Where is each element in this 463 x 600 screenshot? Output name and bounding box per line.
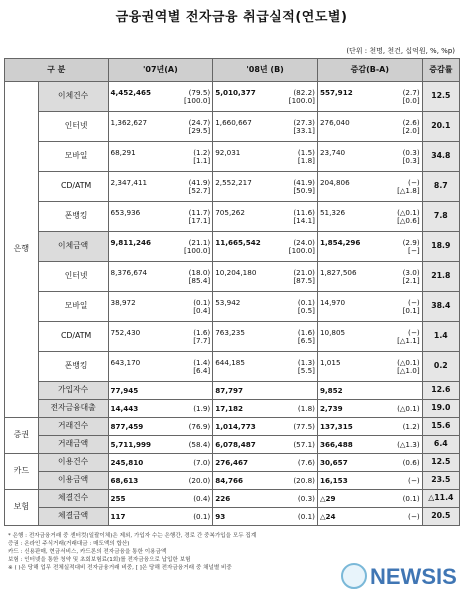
cell-share: (58.4) [188,439,211,449]
svg-text:NEWSIS: NEWSIS [370,564,457,589]
cell-value: 92,031 [215,147,241,157]
cell-2007 [108,436,213,454]
table-header-row [5,59,460,82]
cell-channel-share: [0.1] [402,305,420,315]
cell-2007 [108,322,213,352]
cell-2008 [213,202,318,232]
cell-value: 93 [215,511,226,521]
cell-value: 557,912 [319,87,353,97]
cell-channel-share: [17.1] [188,215,211,225]
cell-share: (79.5) [188,87,211,97]
cell-2008 [213,508,318,526]
cell-change [317,232,422,262]
cell-value: 10,805 [319,327,346,337]
cell-value: 30,657 [319,457,348,467]
cell-value: 38,972 [110,297,136,307]
cell-channel-share: [85.4] [188,275,211,285]
row-label: 모바일 [38,142,108,172]
cell-share: (1.5) [297,147,315,157]
row-label: 폰뱅킹 [38,352,108,382]
cell-2008 [213,112,318,142]
row-label: 모바일 [38,292,108,322]
cell-value: 10,204,180 [215,267,257,277]
table-row [5,202,460,232]
cell-2007 [108,292,213,322]
cell-share: (1.9) [193,403,211,413]
table-row [5,172,460,202]
cell-share: (0.3) [297,493,315,503]
cell-2008 [213,292,318,322]
row-label: 가입자수 [38,382,108,400]
page-title: 금융권역별 전자금융 취급실적(연도별) [115,10,348,25]
cell-share: (41.9) [293,177,315,187]
cell-channel-share: [87.5] [293,275,315,285]
cell-yoy: 20.1 [422,112,459,142]
table-row [5,262,460,292]
cell-share: (△0.1) [397,403,420,413]
cell-share: (27.3) [293,117,315,127]
cell-share: (0.6) [402,457,420,467]
cell-2008 [213,232,318,262]
cell-yoy: 7.8 [422,202,459,232]
cell-share: (1.2) [193,147,211,157]
cell-value: 68,613 [110,475,139,485]
cell-value: 8,376,674 [110,267,148,277]
newsis-logo [340,560,458,592]
cell-share: (1.6) [193,327,211,337]
cell-channel-share: [14.1] [293,215,315,225]
table-row [5,508,460,526]
cell-value: 17,182 [215,403,243,413]
cell-channel-share: [1.8] [297,155,315,165]
cell-channel-share: [6.5] [297,335,315,345]
cell-channel-share: [△0.6] [397,215,420,225]
cell-value: 255 [110,493,126,503]
cell-channel-share: [100.0] [184,245,211,255]
row-label: 이체건수 [38,82,108,112]
cell-channel-share: [1.1] [193,155,211,165]
cell-value: 23,740 [319,147,346,157]
cell-value: 2,347,411 [110,177,148,187]
cell-share: (−) [408,327,420,337]
cell-share: (24.0) [293,237,315,247]
cell-change [317,142,422,172]
cell-2008 [213,82,318,112]
cell-share: (21.1) [188,237,211,247]
cell-value: 644,185 [215,357,245,367]
cell-yoy: 8.7 [422,172,459,202]
cell-channel-share: [0.4] [193,305,211,315]
cell-yoy: 12.6 [422,382,459,400]
cell-share: (−) [408,511,420,521]
cell-share: (18.0) [188,267,211,277]
cell-value: 643,170 [110,357,141,367]
unit-caption: (단위 : 천명, 천건, 십억원, %, %p) [346,47,455,55]
cell-channel-share: [△1.1] [397,335,420,345]
cell-yoy: 21.8 [422,262,459,292]
cell-value: 1,362,627 [110,117,148,127]
cell-value: 11,665,542 [215,237,261,247]
cell-share: (0.1) [297,511,315,521]
cell-channel-share: [2.1] [402,275,420,285]
cell-share: (21.0) [293,267,315,277]
cell-share: (7.6) [297,457,315,467]
cell-value: 68,291 [110,147,136,157]
cell-change [317,400,422,418]
cell-2008 [213,436,318,454]
cell-value: 14,443 [110,403,139,413]
header-change: 증감(B-A) [317,59,422,82]
cell-value: △29 [319,493,336,503]
cell-change [317,82,422,112]
cell-value: 16,153 [319,475,348,485]
cell-yoy: △11.4 [422,490,459,508]
cell-2007 [108,352,213,382]
cell-channel-share: [5.5] [297,365,315,375]
row-label: 거래건수 [38,418,108,436]
cell-change [317,436,422,454]
table-row [5,82,460,112]
cell-value: △24 [319,511,336,521]
cell-value: 226 [215,493,231,503]
row-label: 이용건수 [38,454,108,472]
row-label: 이용금액 [38,472,108,490]
cell-channel-share: [50.9] [293,185,315,195]
cell-channel-share: [33.1] [293,125,315,135]
cell-value: 9,811,246 [110,237,151,247]
cell-share: (△1.3) [397,439,420,449]
cell-channel-share: [52.7] [188,185,211,195]
cell-channel-share: [0.0] [402,95,420,105]
cell-value: 5,711,999 [110,439,151,449]
cell-value: 366,488 [319,439,353,449]
cell-2007 [108,382,213,400]
row-label: 거래금액 [38,436,108,454]
cell-value: 87,797 [215,385,243,395]
cell-value: 752,430 [110,327,141,337]
cell-change [317,322,422,352]
cell-share: (2.9) [402,237,420,247]
cell-change [317,262,422,292]
row-label: 폰뱅킹 [38,202,108,232]
cell-2007 [108,490,213,508]
cell-value: 137,315 [319,421,353,431]
cell-yoy: 19.0 [422,400,459,418]
category-securities: 증권 [5,418,39,454]
cell-2007 [108,142,213,172]
header-yoy: 증감률 [422,59,459,82]
cell-2008 [213,142,318,172]
cell-value: 51,326 [319,207,346,217]
cell-2008 [213,418,318,436]
cell-value: 1,827,506 [319,267,357,277]
cell-2007 [108,472,213,490]
cell-change [317,472,422,490]
cell-share: (20.0) [188,475,211,485]
cell-share: (82.2) [293,87,315,97]
cell-2008 [213,262,318,292]
cell-2007 [108,202,213,232]
table-row [5,382,460,400]
cell-share: (77.5) [293,421,315,431]
row-label: 인터넷 [38,112,108,142]
row-label: 체결금액 [38,508,108,526]
row-label: 체결건수 [38,490,108,508]
cell-2008 [213,454,318,472]
cell-change [317,112,422,142]
cell-value: 1,660,667 [215,117,252,127]
cell-share: (△0.1) [397,207,420,217]
cell-2007 [108,112,213,142]
cell-value: 77,945 [110,385,139,395]
cell-value: 245,810 [110,457,144,467]
cell-channel-share: [△1.8] [397,185,420,195]
cell-share: (−) [408,475,420,485]
cell-share: (0.1) [297,297,315,307]
cell-yoy: 38.4 [422,292,459,322]
cell-share: (41.9) [188,177,211,187]
cell-channel-share: [100.0] [288,245,315,255]
footnote-line: * 은행 : 전자금융거래 중 센터컷(일괄이체)은 제외, 가입자 수는 은행간, 경로 간 중복가입을 모두 집계 [8,533,257,539]
row-label: CD/ATM [38,172,108,202]
cell-change [317,418,422,436]
cell-2008 [213,382,318,400]
cell-value: 276,040 [319,117,350,127]
cell-value: 53,942 [215,297,241,307]
cell-channel-share: [29.5] [188,125,211,135]
cell-value: 14,970 [319,297,346,307]
cell-2007 [108,400,213,418]
cell-2008 [213,400,318,418]
cell-value: 117 [110,511,126,521]
cell-2008 [213,352,318,382]
cell-2008 [213,472,318,490]
cell-share: (57.1) [293,439,315,449]
cell-change [317,172,422,202]
cell-value: 2,552,217 [215,177,252,187]
table-row [5,418,460,436]
cell-share: (1.4) [193,357,211,367]
footnote-line: 카드 : 신용판매, 현금서비스, 카드론의 전자금융을 통한 이용금액 [8,549,167,556]
cell-value: 4,452,465 [110,87,151,97]
cell-value: 1,014,773 [215,421,256,431]
cell-share: (24.7) [188,117,211,127]
table-row [5,232,460,262]
cell-yoy: 0.2 [422,352,459,382]
cell-share: (0.1) [193,511,211,521]
cell-value: 763,235 [215,327,245,337]
cell-share: (1.3) [297,357,315,367]
footnote-line: 증권 : 온라인 주식거래(거래대금 : 매도액의 합산) [8,541,130,548]
cell-2007 [108,172,213,202]
cell-share: (11.7) [188,207,211,217]
cell-yoy: 12.5 [422,454,459,472]
row-label: CD/ATM [38,322,108,352]
cell-change [317,352,422,382]
cell-value: 705,262 [215,207,245,217]
cell-share: (76.9) [188,421,211,431]
cell-yoy: 23.5 [422,472,459,490]
cell-change [317,382,422,400]
table-row [5,400,460,418]
cell-2007 [108,508,213,526]
cell-share: (△0.1) [397,357,420,367]
cell-channel-share: [7.7] [193,335,211,345]
cell-value: 877,459 [110,421,144,431]
table-row [5,142,460,172]
cell-channel-share: [0.5] [297,305,315,315]
cell-2008 [213,172,318,202]
cell-channel-share: [0.3] [402,155,420,165]
cell-yoy: 1.4 [422,322,459,352]
footnote-line: 보험 : 인터넷을 통한 청약 및 초회보험료(1회)를 전자금융으로 납입한 보험 [8,557,191,564]
header-2008: '08년 (B) [213,59,318,82]
cell-2007 [108,82,213,112]
cell-share: (3.0) [402,267,420,277]
cell-change [317,508,422,526]
row-label: 이체금액 [38,232,108,262]
cell-share: (20.8) [293,475,315,485]
cell-share: (0.3) [402,147,420,157]
category-card: 카드 [5,454,39,490]
row-label: 전자금융대출 [38,400,108,418]
header-category: 구 분 [5,59,109,82]
cell-value: 653,936 [110,207,141,217]
cell-share: (0.1) [402,493,420,503]
cell-share: (1.2) [402,421,420,431]
table-row [5,490,460,508]
cell-share: (11.6) [293,207,315,217]
cell-share: (2.6) [402,117,420,127]
cell-yoy: 6.4 [422,436,459,454]
cell-2007 [108,262,213,292]
cell-share: (−) [408,297,420,307]
cell-yoy: 18.9 [422,232,459,262]
cell-channel-share: [−] [408,245,420,255]
cell-value: 84,766 [215,475,243,485]
cell-value: 2,739 [319,403,343,413]
table-row [5,322,460,352]
table-row [5,292,460,322]
cell-change [317,292,422,322]
cell-share: (2.7) [402,87,420,97]
row-label: 인터넷 [38,262,108,292]
cell-channel-share: [6.4] [193,365,211,375]
cell-change [317,202,422,232]
cell-yoy: 12.5 [422,82,459,112]
cell-value: 5,010,377 [215,87,256,97]
footnote-line: ※ ( )은 당해 업무 전체실적대비 전자금융거래 비중, [ ]은 당해 전자금융거래 중 채널별 비중 [8,565,232,572]
category-bank: 은행 [5,82,39,418]
cell-value: 276,467 [215,457,248,467]
cell-2008 [213,490,318,508]
header-2007: '07년(A) [108,59,213,82]
table-row [5,472,460,490]
cell-value: 1,015 [319,357,341,367]
category-insurance: 보험 [5,490,39,526]
cell-share: (7.0) [193,457,211,467]
cell-channel-share: [△1.0] [397,365,420,375]
table-row [5,112,460,142]
cell-channel-share: [100.0] [288,95,315,105]
table-row [5,352,460,382]
cell-share: (1.8) [297,403,315,413]
cell-yoy: 15.6 [422,418,459,436]
cell-value: 1,854,296 [319,237,361,247]
cell-2007 [108,454,213,472]
cell-change [317,454,422,472]
table-row [5,454,460,472]
cell-share: (0.1) [193,297,211,307]
cell-share: (0.4) [193,493,211,503]
performance-table [4,58,460,526]
cell-2007 [108,418,213,436]
cell-2008 [213,322,318,352]
cell-change [317,490,422,508]
cell-share: (−) [408,177,420,187]
cell-yoy: 20.5 [422,508,459,526]
cell-value: 9,852 [319,385,343,395]
cell-value: 6,078,487 [215,439,256,449]
cell-share: (1.6) [297,327,315,337]
table-row [5,436,460,454]
cell-yoy: 34.8 [422,142,459,172]
cell-channel-share: [100.0] [184,95,211,105]
cell-2007 [108,232,213,262]
cell-channel-share: [2.0] [402,125,420,135]
cell-value: 204,806 [319,177,350,187]
